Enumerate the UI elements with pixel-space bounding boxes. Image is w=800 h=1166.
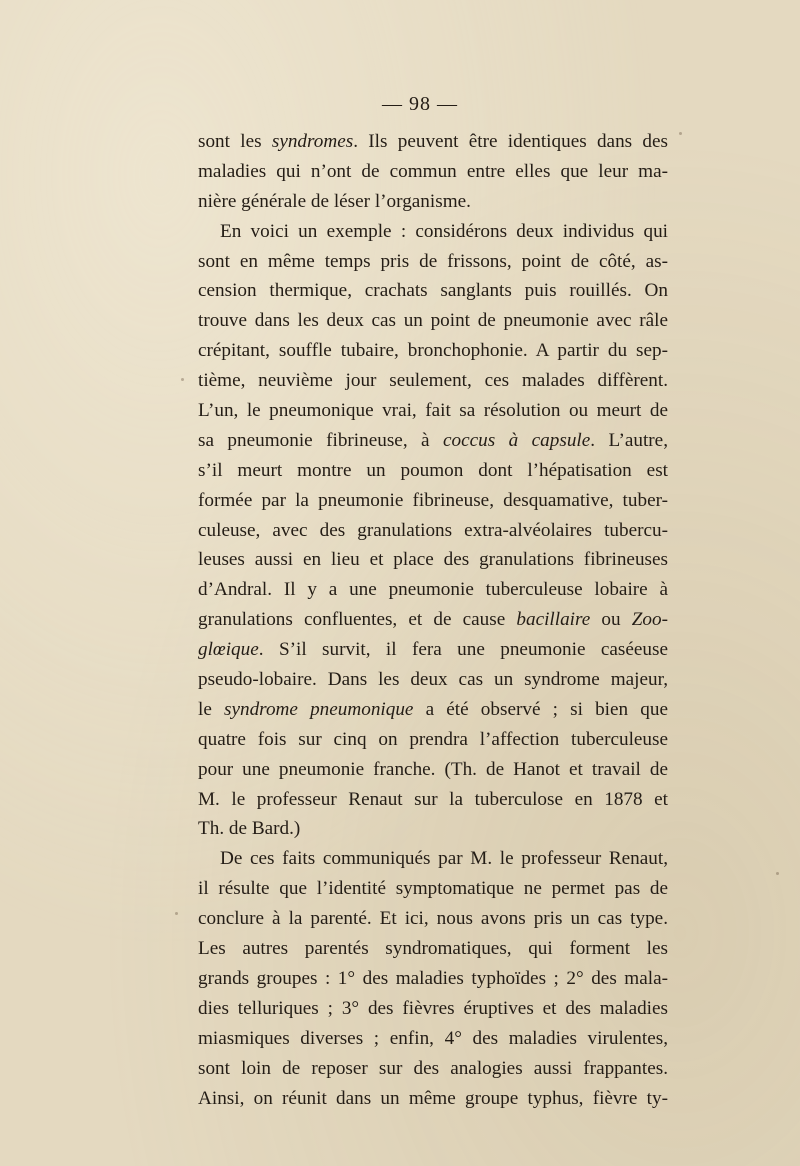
text-segment: pseudo-lobaire. Dans les deux cas un syndrome majeur, [198, 669, 668, 691]
italic-text-segment: syndromes [271, 131, 354, 152]
italic-text-segment: syndrome pneumonique [224, 698, 414, 720]
text-segment: maladies qui n’ont de commun entre elles que leur ma- [198, 160, 668, 182]
paper-speck [204, 736, 207, 739]
text-segment: formée par la pneumonie fibrineuse, desquamative, tuber- [198, 489, 668, 511]
text-segment: d’Andral. Il y a une pneumonie tuberculeuse lobaire à [198, 579, 668, 601]
text-line [198, 516, 668, 546]
body-text [198, 127, 668, 1113]
text-segment: grands groupes : 1° des maladies typhoïdes ; 2° des mala- [198, 967, 668, 989]
text-segment: dies telluriques ; 3° des fièvres éruptives et des maladies [198, 997, 668, 1019]
text-segment: M. le professeur Renaut sur la tuberculose en 1878 et [198, 788, 668, 810]
text-line [198, 635, 668, 665]
text-line [198, 785, 668, 815]
text-line [198, 187, 668, 217]
text-segment: sont les [198, 131, 272, 152]
text-segment: a été observé ; si bien que [413, 698, 668, 720]
text-segment: trouve dans les deux cas un point de pneumonie avec râle [198, 310, 668, 332]
text-segment: sa pneumonie fibrineuse, à [198, 429, 443, 451]
text-segment: En voici un exemple : considérons deux individus qui [220, 220, 668, 242]
text-line [198, 874, 668, 904]
text-segment: sont loin de reposer sur des analogies aussi frappantes. [198, 1057, 668, 1079]
text-line [198, 575, 668, 605]
text-segment: le [198, 698, 225, 720]
paper-speck [679, 132, 682, 135]
text-segment: granulations confluentes, et de cause [198, 609, 517, 631]
paper-speck [776, 872, 779, 875]
text-segment: cension thermique, crachats sanglants puis rouillés. On [198, 280, 668, 302]
text-line [198, 247, 668, 277]
text-line [198, 605, 668, 635]
text-segment: quatre fois sur cinq on prendra l’affection tuberculeuse [198, 728, 668, 750]
paper-speck [175, 912, 178, 915]
text-line [198, 157, 668, 187]
text-segment: nière générale de léser l’organisme. [198, 190, 471, 212]
text-line [198, 366, 668, 396]
text-line [198, 994, 668, 1024]
text-segment: ou [590, 609, 632, 631]
text-line [198, 426, 668, 456]
text-line [198, 1024, 668, 1054]
text-segment: . Ils peuvent être identiques dans des [353, 131, 668, 152]
text-segment: Th. de Bard.) [198, 818, 301, 840]
text-segment: il résulte que l’identité symptomatique ne permet pas de [198, 878, 668, 900]
text-line [198, 1084, 668, 1114]
italic-text-segment: bacillaire [516, 609, 591, 631]
text-segment: miasmiques diverses ; enfin, 4° des maladies virulentes, [198, 1027, 668, 1049]
italic-text-segment: Zoo- [631, 609, 668, 631]
text-line [198, 844, 668, 874]
text-segment: Les autres parentés syndromatiques, qui forment les [198, 938, 668, 960]
page-number: — 98 — [382, 93, 458, 115]
text-segment: De ces faits communiqués par M. le professeur Renaut, [220, 848, 668, 870]
italic-text-segment: glœique [198, 639, 259, 661]
text-segment: tième, neuvième jour seulement, ces malades diffèrent. [198, 370, 668, 392]
text-segment: sont en même temps pris de frissons, point de côté, as- [198, 250, 668, 272]
text-line [198, 306, 668, 336]
text-line [198, 396, 668, 426]
text-segment: pour une pneumonie franche. (Th. de Hanot et travail de [198, 758, 668, 780]
text-segment: crépitant, souffle tubaire, bronchophonie. A partir du sep- [198, 340, 668, 362]
text-line [198, 217, 668, 247]
text-line [198, 545, 668, 575]
text-line [198, 456, 668, 486]
text-segment: conclure à la parenté. Et ici, nous avons pris un cas type. [198, 908, 668, 930]
text-segment: L’un, le pneumonique vrai, fait sa résolution ou meurt de [198, 400, 668, 422]
text-segment: culeuse, avec des granulations extra-alvéolaires tubercu- [198, 519, 668, 541]
text-line [198, 934, 668, 964]
italic-text-segment: coccus à capsule [443, 429, 591, 451]
text-line [198, 814, 668, 844]
text-line [198, 904, 668, 934]
text-line [198, 725, 668, 755]
text-line [198, 336, 668, 366]
text-segment: . S’il survit, il fera une pneumonie caséeuse [258, 639, 668, 661]
text-line [198, 964, 668, 994]
text-line [198, 276, 668, 306]
text-line [198, 1054, 668, 1084]
text-line [198, 695, 668, 725]
text-line [198, 755, 668, 785]
text-segment: . L’autre, [590, 429, 668, 451]
text-line [198, 665, 668, 695]
text-line [198, 486, 668, 516]
text-segment: s’il meurt montre un poumon dont l’hépatisation est [198, 459, 668, 481]
paper-speck [181, 378, 184, 381]
text-line [198, 127, 668, 157]
text-segment: leuses aussi en lieu et place des granulations fibrineuses [198, 549, 668, 571]
text-segment: Ainsi, on réunit dans un même groupe typhus, fièvre ty- [198, 1087, 668, 1109]
